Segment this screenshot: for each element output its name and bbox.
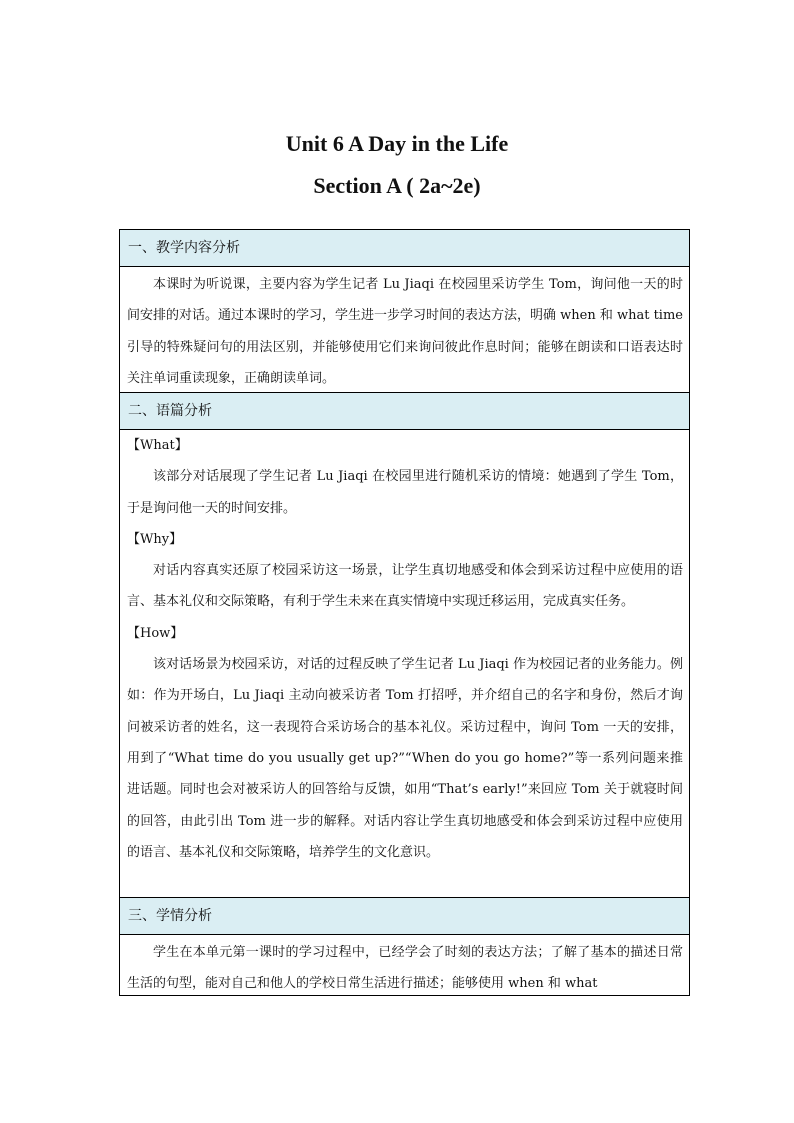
- why-paragraph: 对话内容真实还原了校园采访这一场景，让学生真切地感受和体会到采访过程中应使用的语言、基本礼仪和交际策略，有利于学生未来在真实情境中实现迁移运用，完成真实任务。: [127, 563, 683, 610]
- section-heading-teaching-content: 一、教学内容分析: [120, 230, 689, 267]
- section-heading-discourse-analysis: 二、语篇分析: [120, 393, 689, 430]
- what-tag: 【What】: [127, 438, 188, 453]
- section-body-learner-analysis: [120, 935, 689, 996]
- why-tag: 【Why】: [127, 531, 183, 547]
- how-tag: 【How】: [127, 625, 184, 641]
- paragraph: 学生在本单元第一课时的学习过程中，已经学会了时刻的表达方法；了解了基本的描述日常生活的句型，能对自己和他人的学校日常生活进行描述；能够使用 when 和 what: [127, 945, 683, 992]
- paragraph: 本课时为听说课，主要内容为学生记者 Lu Jiaqi 在校园里采访学生 Tom，询问他一天的时间安排的对话。通过本课时的学习，学生进一步学习时间的表达方法，明确 when 和 what time 引导的特殊疑问句的用法区别，并能够使用它们来询问彼此作息时间；能够在朗读和口语表达时关注单词重读现象，正确朗读单词。: [127, 277, 683, 386]
- document-title: Unit 6 A Day in the Life: [285, 131, 509, 156]
- document-subtitle: Section A ( 2a~2e): [313, 173, 481, 198]
- section-heading-learner-analysis: 三、学情分析: [120, 898, 689, 935]
- how-paragraph: 该对话场景为校园采访，对话的过程反映了学生记者 Lu Jiaqi 作为校园记者的业务能力。例如：作为开场白，Lu Jiaqi 主动向被采访者 Tom 打招呼，并介绍自己的名字和身份，然后才询问被采访者的姓名，这一表现符合采访场合的基本礼仪。采访过程中，询问 Tom 一天的安排，用到了“What time do you usually get up?”“When do you go home?”等一系列问题来推进话题。同时也会对被采访人的回答给与反馈，如用“That’s early!”来回应 Tom 关于就寝时间的回答，由此引出 Tom 进一步的解释。对话内容让学生真切地感受和体会到采访过程中应使用的语言、基本礼仪和交际策略，培养学生的文化意识。: [127, 657, 683, 860]
- what-paragraph: 该部分对话展现了学生记者 Lu Jiaqi 在校园里进行随机采访的情境：她遇到了学生 Tom，于是询问他一天的时间安排。: [127, 469, 683, 516]
- section-body-discourse-analysis: [120, 430, 689, 898]
- section-body-teaching-content: [120, 267, 689, 393]
- lesson-analysis-table: [119, 229, 690, 996]
